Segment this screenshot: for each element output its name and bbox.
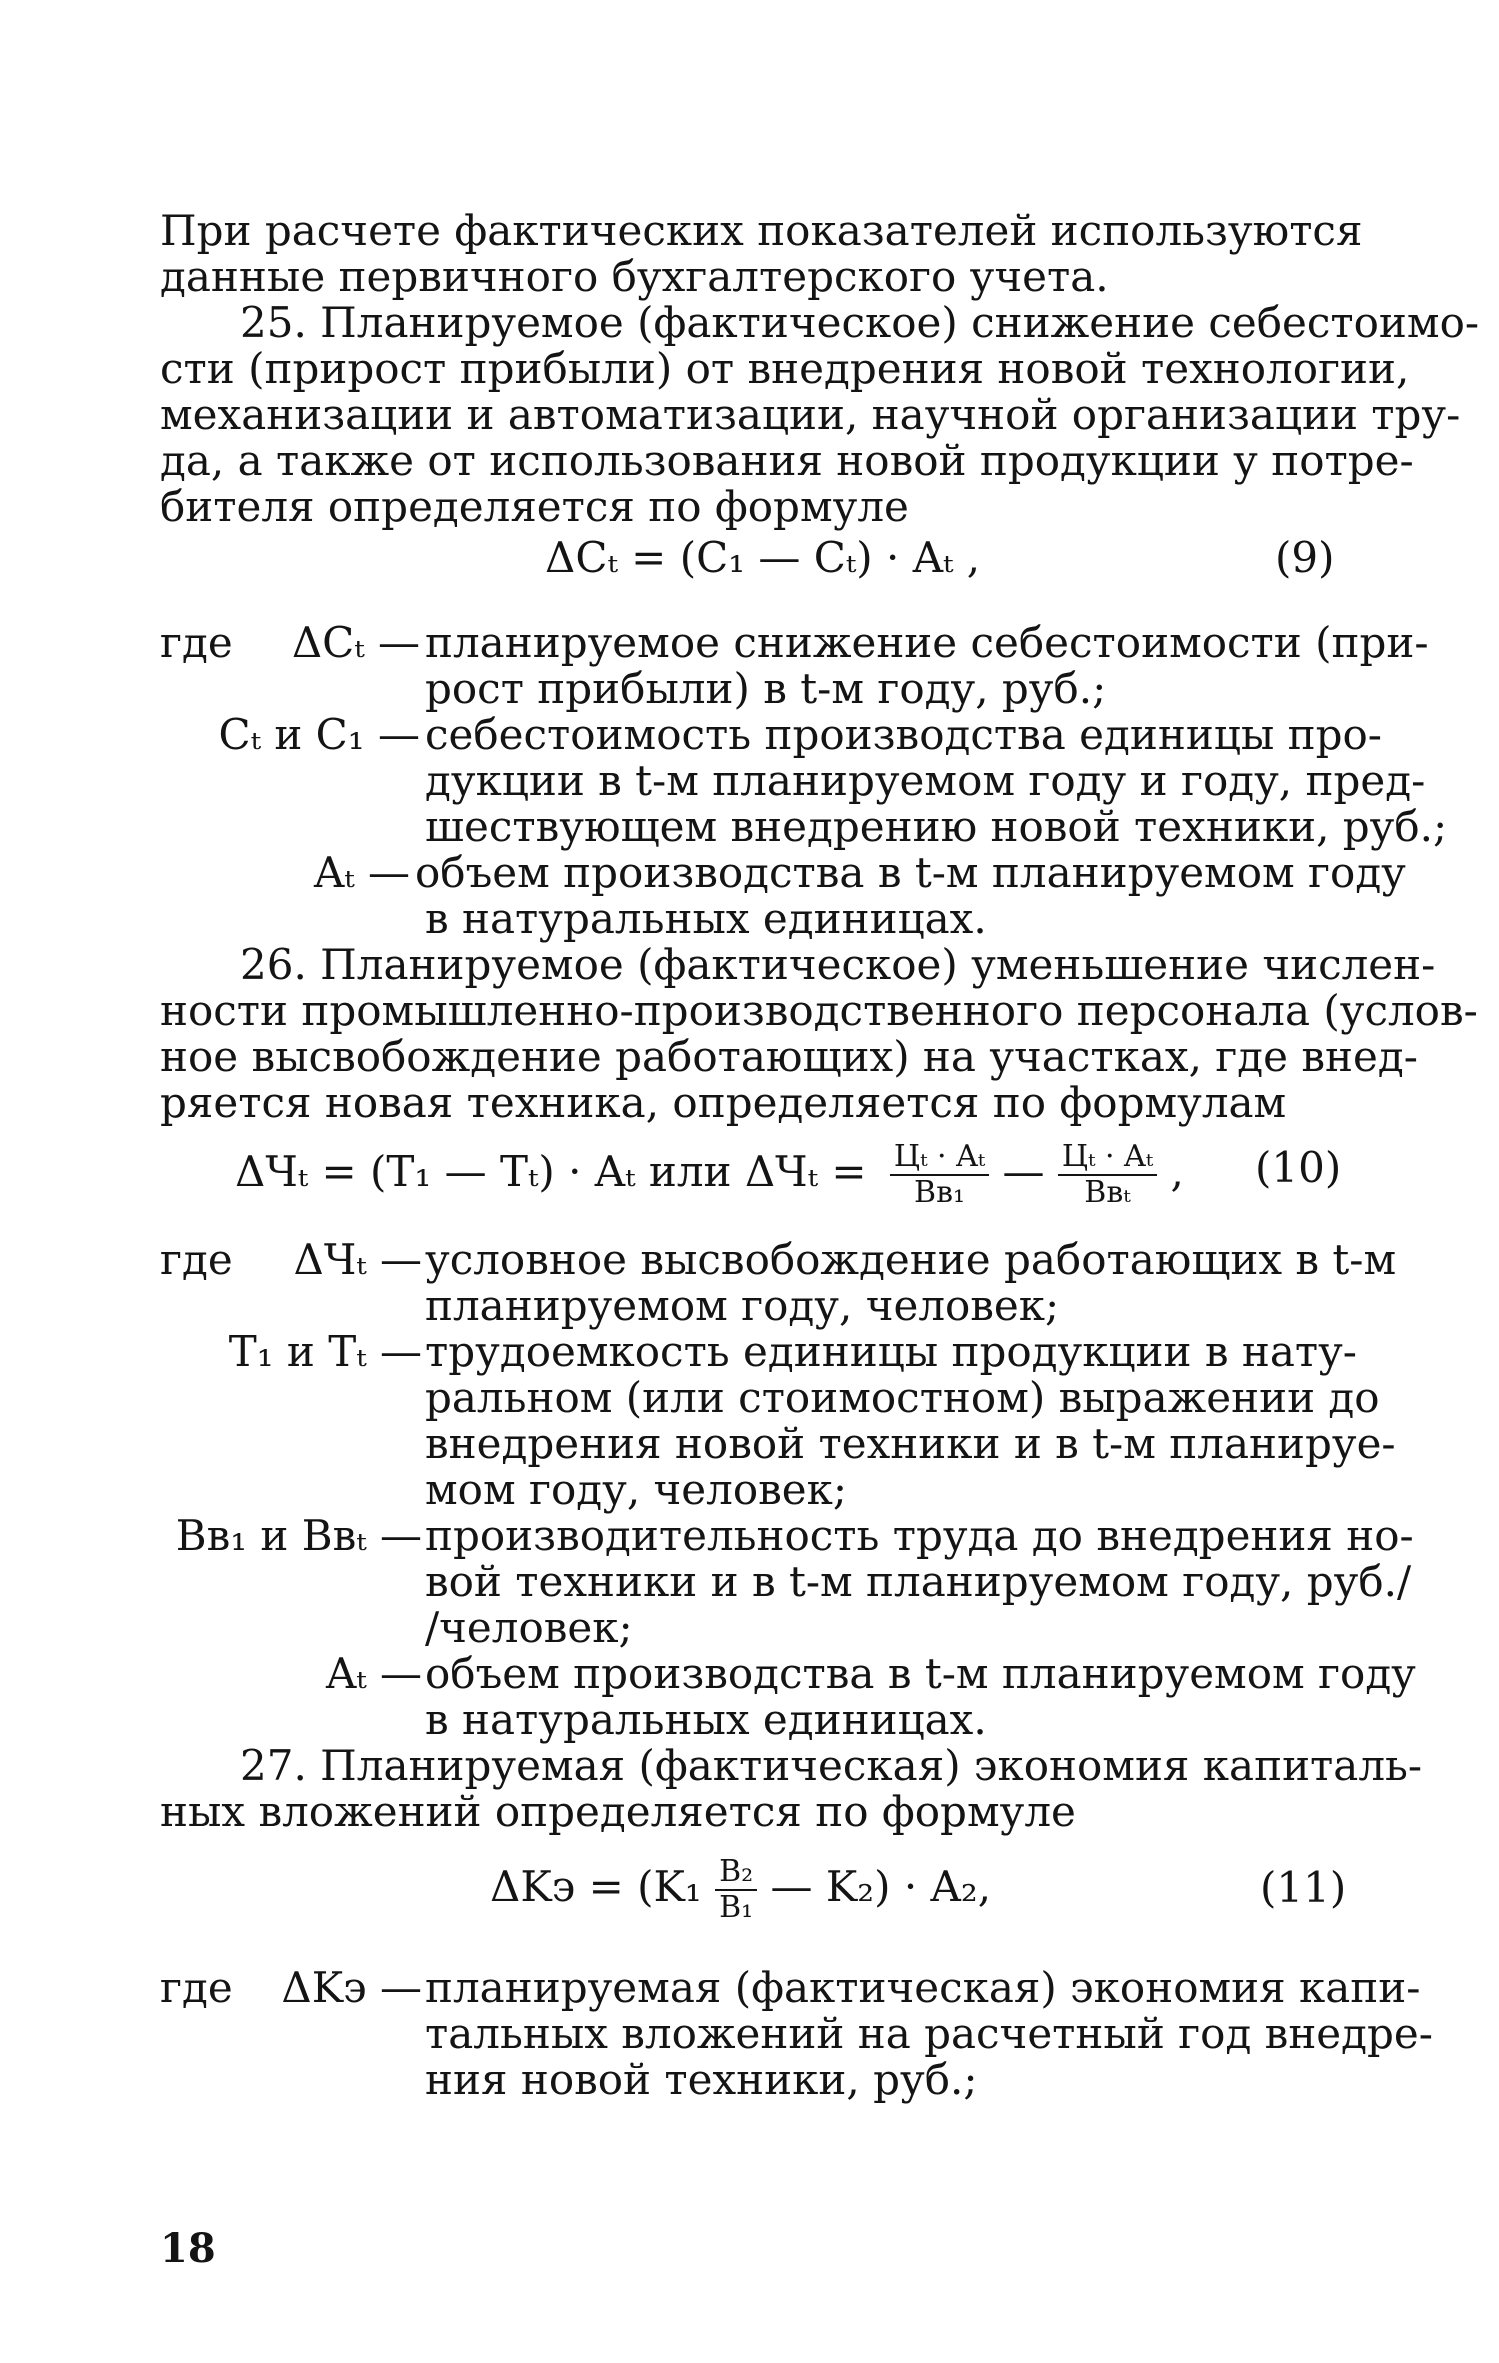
definition-symbol: ΔKэ — [281, 1963, 422, 2012]
definition-symbol: Cₜ и C₁ — [218, 710, 420, 759]
definition-symbol: ΔCₜ — [291, 618, 420, 667]
definition-text: рост прибыли) в t-м году, руб.; [425, 664, 1107, 713]
text-line: сти (прирост прибыли) от внедрения новой технологии, [160, 344, 1410, 393]
fraction-denominator: B₁ [719, 1890, 754, 1925]
text-line: бителя определяется по формуле [160, 482, 909, 531]
formula-9: ΔCₜ = (C₁ — Cₜ) · Aₜ , [545, 533, 981, 582]
formula-10 [235, 1140, 1184, 1210]
text-line: механизации и автоматизации, научной организации тру- [160, 390, 1461, 439]
text-line: ное высвобождение работающих) на участках, где внед- [160, 1032, 1418, 1081]
definition-text: ральном (или стоимостном) выражении до [425, 1373, 1380, 1422]
text-line: данные первичного бухгалтерского учета. [160, 252, 1109, 301]
equation-number: (9) [1275, 533, 1335, 582]
where-label: где [160, 1963, 233, 2012]
formula-11-right: — K₂) · A₂, [770, 1862, 992, 1911]
definition-text: вой техники и в t-м планируемом году, руб./ [425, 1557, 1412, 1606]
text-line: 26. Планируемое (фактическое) уменьшение числен- [240, 940, 1436, 989]
fraction-denominator: Bв₁ [914, 1175, 965, 1210]
minus-sign: — [1002, 1147, 1045, 1196]
text-line: ряется новая техника, определяется по формулам [160, 1078, 1287, 1127]
definition-text: /человек; [425, 1603, 633, 1652]
definition-text: производительность труда до внедрения но- [425, 1511, 1414, 1560]
definition-text: условное высвобождение работающих в t-м [425, 1235, 1397, 1284]
definition-text: ния новой техники, руб.; [425, 2055, 978, 2104]
text-line: да, а также от использования новой продукции у потре- [160, 436, 1414, 485]
definition-symbol: Aₜ — [313, 848, 410, 897]
fraction [1058, 1140, 1157, 1210]
fraction-denominator: Bвₜ [1084, 1175, 1131, 1210]
definition-text: объем производства в t-м планируемом году [425, 1649, 1416, 1698]
definition-text: мом году, человек; [425, 1465, 848, 1514]
equation-number: (10) [1255, 1143, 1342, 1192]
where-label: где [160, 1235, 233, 1284]
definition-text: планируемом году, человек; [425, 1281, 1060, 1330]
text-line: 25. Планируемое (фактическое) снижение себестоимо- [240, 298, 1480, 347]
definition-text: шествующем внедрению новой техники, руб.; [425, 802, 1448, 851]
fraction [715, 1855, 757, 1925]
definition-text: дукции в t-м планируемом году и году, пред- [425, 756, 1426, 805]
fraction-numerator: Цₜ · Aₜ [1058, 1140, 1157, 1176]
definition-symbol: Aₜ — [325, 1649, 422, 1698]
where-label: где [160, 618, 233, 667]
definition-text: в натуральных единицах. [425, 894, 987, 943]
text-line: При расчете фактических показателей используются [160, 206, 1363, 255]
fraction-numerator: B₂ [715, 1855, 757, 1891]
formula-11-left: ΔKэ = (K₁ [490, 1862, 702, 1911]
definition-text: планируемая (фактическая) экономия капи- [425, 1963, 1421, 2012]
definition-symbol: T₁ и Tₜ — [228, 1327, 422, 1376]
equation-number: (11) [1260, 1863, 1347, 1912]
definition-symbol: Bв₁ и Bвₜ — [175, 1511, 422, 1560]
fraction [890, 1140, 989, 1210]
page-number: 18 [160, 2225, 216, 2272]
definition-text: трудоемкость единицы продукции в нату- [425, 1327, 1357, 1376]
fraction-numerator: Цₜ · Aₜ [890, 1140, 989, 1176]
definition-text: себестоимость производства единицы про- [425, 710, 1382, 759]
definition-text: в натуральных единицах. [425, 1695, 987, 1744]
text-line: 27. Планируемая (фактическая) экономия капиталь- [240, 1741, 1423, 1790]
definition-symbol: ΔЧₜ — [293, 1235, 422, 1284]
formula-tail: , [1170, 1147, 1184, 1196]
formula-11 [490, 1855, 991, 1925]
text-line: ности промышленно-производственного персонала (услов- [160, 986, 1478, 1035]
definition-text: объем производства в t-м планируемом году [415, 848, 1406, 897]
formula-10-left: ΔЧₜ = (T₁ — Tₜ) · Aₜ или ΔЧₜ = [235, 1147, 867, 1196]
definition-text: внедрения новой техники и в t-м планируе- [425, 1419, 1396, 1468]
text-line: ных вложений определяется по формуле [160, 1787, 1076, 1836]
definition-text: тальных вложений на расчетный год внедре- [425, 2009, 1433, 2058]
definition-text: планируемое снижение себестоимости (при- [425, 618, 1429, 667]
